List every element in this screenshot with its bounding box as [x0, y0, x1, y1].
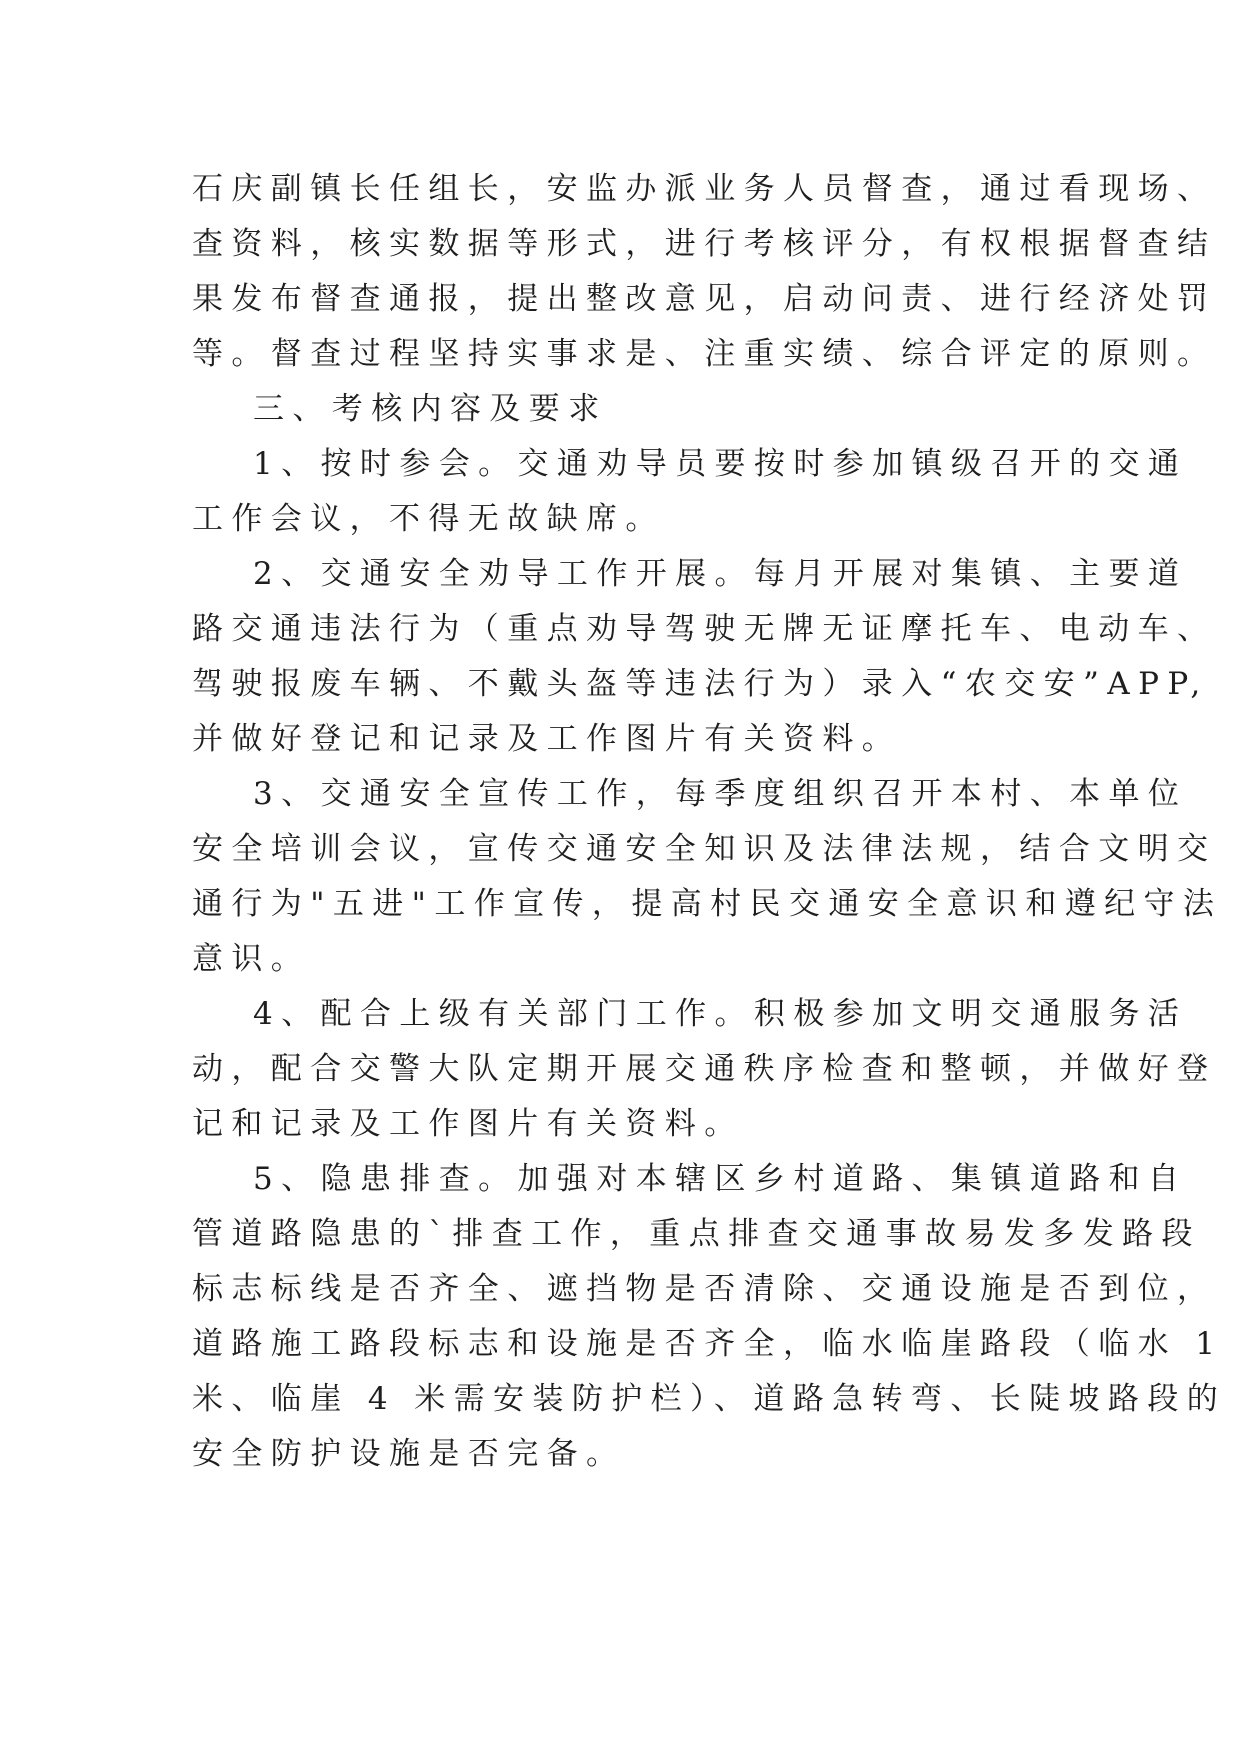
text-line: 并做好登记和记录及工作图片有关资料。: [192, 721, 902, 757]
text-line: 路交通违法行为（重点劝导驾驶无牌无证摩托车、电动车、: [192, 611, 1217, 647]
text-line: 米、临崖 4 米需安装防护栏）、道路急转弯、长陡坡路段的: [192, 1381, 1227, 1417]
text-line: 4、配合上级有关部门工作。积极参加文明交通服务活: [253, 996, 1188, 1032]
section-heading: 三、考核内容及要求: [253, 391, 608, 427]
text-line: 安全防护设施是否完备。: [192, 1436, 626, 1472]
text-line: 标志标线是否齐全、遮挡物是否清除、交通设施是否到位，: [192, 1271, 1217, 1307]
text-line: 查资料，核实数据等形式，进行考核评分，有权根据督查结: [192, 226, 1217, 262]
text-line: 记和记录及工作图片有关资料。: [192, 1106, 744, 1142]
text-line: 5、隐患排查。加强对本辖区乡村道路、集镇道路和自: [253, 1161, 1188, 1197]
text-line: 等。督查过程坚持实事求是、注重实绩、综合评定的原则。: [192, 336, 1217, 372]
text-line: 3、交通安全宣传工作，每季度组织召开本村、本单位: [253, 776, 1188, 812]
document-body: [192, 162, 1227, 1482]
text-line: 驾驶报废车辆、不戴头盔等违法行为）录入“农交安”APP,: [192, 666, 1209, 702]
text-line: 意识。: [192, 941, 311, 977]
text-line: 1、按时参会。交通劝导员要按时参加镇级召开的交通: [253, 446, 1188, 482]
text-line: 工作会议，不得无故缺席。: [192, 501, 665, 537]
text-line: 石庆副镇长任组长，安监办派业务人员督查，通过看现场、: [192, 171, 1217, 207]
text-line: 2、交通安全劝导工作开展。每月开展对集镇、主要道: [253, 556, 1188, 592]
text-line: 动，配合交警大队定期开展交通秩序检查和整顿，并做好登: [192, 1051, 1217, 1087]
text-line: 管道路隐患的`排查工作，重点排查交通事故易发多发路段: [192, 1216, 1201, 1252]
text-line: 安全培训会议，宣传交通安全知识及法律法规，结合文明交: [192, 831, 1217, 867]
text-line: 果发布督查通报，提出整改意见，启动问责、进行经济处罚: [192, 281, 1217, 317]
text-line: 道路施工路段标志和设施是否齐全，临水临崖路段（临水 1: [192, 1326, 1224, 1362]
text-line: 通行为"五进"工作宣传，提高村民交通安全意识和遵纪守法: [192, 886, 1223, 922]
